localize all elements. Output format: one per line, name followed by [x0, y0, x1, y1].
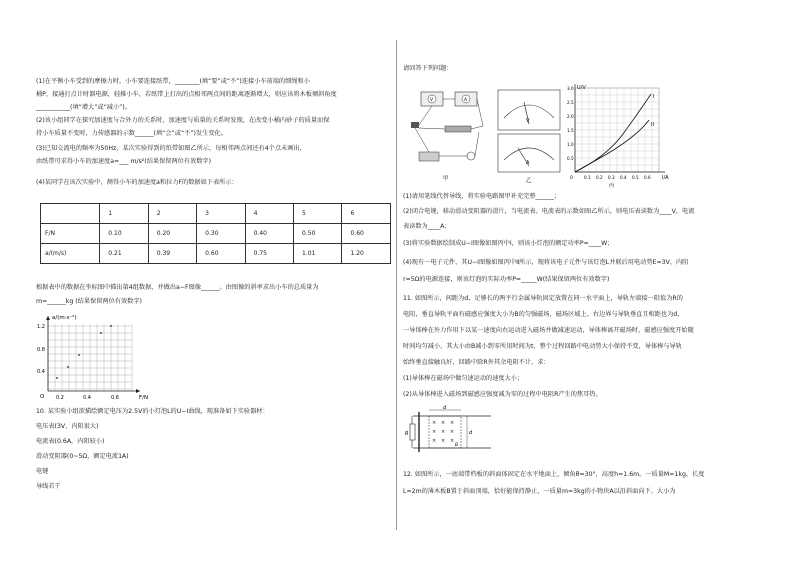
table-cell: 1.01 — [294, 244, 342, 264]
x-tick: 0.2 — [596, 175, 603, 180]
q12-line: L=2m的薄木板B置于斜面顶端，恰好能保持静止，一质量m=3kg的小物块A以沿斜面向下、大小为 — [403, 488, 676, 495]
x-tick: 0.1 — [584, 175, 591, 180]
q10-title: 10. 某实验小组欲描绘额定电压为2.5V的小灯泡L的U−I曲线，现准备如下实验器材： — [36, 408, 269, 415]
column-divider — [396, 40, 397, 530]
q11-line: (1)导体棒在磁场中做匀速运动的速度大小； — [403, 375, 524, 382]
graph-grid — [48, 324, 132, 391]
circuit-q1: (1)请用笔线代替导线，将实验电路图甲补充完整______； — [403, 193, 561, 200]
table-cell: 0.30 — [197, 224, 245, 244]
data-point — [67, 366, 69, 368]
q11-line: 始终垂直接触良好，回路中除R外其余电阻不计，求： — [403, 359, 550, 366]
q9-part1-line2: 桶P，接通打点计时器电源，轻推小车，若纸带上打出的点相邻两点间的距离逐渐增大，则应该将木板倾斜角度 — [36, 91, 337, 98]
field-cross-icons — [432, 420, 454, 444]
table-row — [41, 244, 391, 264]
left-column — [36, 0, 391, 562]
table-cell: 0.20 — [148, 224, 196, 244]
dial-v-label: V — [526, 118, 530, 124]
magnetic-field-figure — [405, 404, 495, 458]
q10-item: 电压表(3V，内阻很大) — [36, 423, 99, 430]
meters-figure — [496, 88, 562, 184]
circuit-q4-line2: r=5Ω的电源连接，则该灯泡的实际功率P=_____W(结果保留两位有效数字) — [403, 276, 610, 283]
dial-a-label: A — [526, 160, 530, 166]
bulb-icon — [467, 152, 475, 160]
table-cell: 0.75 — [245, 244, 293, 264]
table-cell: 2 — [148, 204, 196, 224]
svg-text:×: × — [432, 429, 437, 435]
meter-v-label: V — [430, 98, 434, 103]
field-b-label: B — [455, 443, 459, 448]
table-cell: F/N — [41, 224, 100, 244]
x-tick: 0.4 — [620, 175, 627, 180]
q11-line: 一导体棒在外力作用下以某一速度向右运动进入磁场并做减速运动，导体棒离开磁场时，磁感应强度开始随 — [403, 327, 694, 334]
table-row — [41, 224, 391, 244]
q10-item: 电流表(0.6A，内阻较小) — [36, 438, 105, 445]
circuit-q3: (3)将实验数据绘制成U−I图像如图丙中Ⅰ，则该小灯泡的额定功率P=____W； — [403, 240, 614, 247]
y-tick: 1.5 — [567, 128, 574, 133]
meter-a-label: A — [464, 98, 468, 103]
y-tick: 0.4 — [37, 369, 45, 375]
ammeter-dial — [498, 134, 560, 172]
right-intro: 请回答下列问题： — [403, 65, 453, 72]
q10-item: 滑动变阻器(0~5Ω，额定电流1A) — [36, 453, 129, 460]
y-tick: 3.0 — [567, 86, 574, 91]
y-axis-label: a/(m·s⁻²) — [52, 315, 77, 321]
x-tick: 0.2 — [56, 395, 64, 401]
q9-part3-line2: 由纸带可求得小车的加速度a=___ m/s²(结果保留两位有效数字) — [36, 158, 211, 165]
table-cell: 4 — [245, 204, 293, 224]
table-cell: 6 — [342, 204, 391, 224]
table-cell: 0.50 — [294, 224, 342, 244]
svg-text:×: × — [432, 420, 437, 426]
q12-line: 12. 如图所示，一底端带档板的斜面体固定在水平地面上，倾角θ=30°，高度h=1.6m。一质量M=1kg、长度 — [403, 471, 705, 478]
q11-line: 电阻，垂直导轨平面有磁感应强度大小为B的匀强磁场，磁场区域上、右边界与导轨垂直且相距也为d， — [403, 311, 684, 318]
table-cell: 0.60 — [342, 224, 391, 244]
origin-label: O — [40, 394, 45, 400]
table-cell: 3 — [197, 204, 245, 224]
q9-part3: (3)已知交流电的频率为50Hz，某次实验得到的纸带如图乙所示，每相邻两点间还有4个点未画出， — [36, 145, 306, 152]
after-table-text-2: m=______kg (结果保留两位有效数字) — [36, 298, 142, 305]
y-tick: 2.0 — [567, 114, 574, 119]
q11-line: 11. 如图所示，间距为d、足够长的两平行金属导轨固定放置在同一水平面上，导轨左端接一阻值为R的 — [403, 295, 683, 302]
q10-item: 导线若干 — [36, 483, 61, 490]
y-tick: 2.5 — [567, 100, 574, 105]
table-cell: 1 — [100, 204, 148, 224]
svg-text:×: × — [450, 438, 455, 444]
y-tick: 0.5 — [567, 156, 574, 161]
svg-text:×: × — [450, 420, 455, 426]
data-point — [78, 354, 80, 356]
resistor-icon — [410, 424, 415, 440]
origin-label: 0 — [570, 176, 573, 181]
figure-bing-label: 丙 — [609, 183, 615, 189]
right-column — [403, 0, 763, 562]
table-cell: 0.60 — [197, 244, 245, 264]
x-tick: 0.5 — [632, 175, 639, 180]
switch-icon — [411, 122, 419, 128]
svg-text:×: × — [432, 438, 437, 444]
q9-part2: (2)该小组同学在探究加速度与合外力的关系时，加速度与质量的关系时发现，在改变小桶内砂子的质量而保 — [36, 117, 330, 124]
table-cell: a/(m/s) — [41, 244, 100, 264]
q10-item: 电键 — [36, 468, 49, 475]
x-tick: 0.6 — [644, 175, 651, 180]
svg-text:×: × — [441, 429, 446, 435]
q9-part1-line3: ___________(填“增大”或“减小”)。 — [36, 104, 131, 111]
table-cell: 1.20 — [342, 244, 391, 264]
x-tick: 0.3 — [608, 175, 615, 180]
y-tick: 0.8 — [37, 347, 45, 353]
curve-i-label: I — [653, 94, 655, 100]
y-arrow-icon — [46, 316, 50, 320]
a-f-graph — [36, 312, 166, 402]
height-d-label: d — [469, 430, 473, 436]
circuit-q2-line2: 表读数为____A； — [403, 223, 451, 230]
table-cell: 0.40 — [245, 224, 293, 244]
rheostat-icon — [445, 126, 471, 132]
q9-part1: (1)在平衡小车受到的摩擦力时，小车要连接纸带，________(填“要”或“不”)连接小车前端的细绳和小 — [36, 78, 310, 85]
after-table-text: 根据表中的数据在坐标图中描出第4组数据，并做出a−F图像______。由图像的斜率求出小车的总质量为 — [36, 284, 319, 291]
x-axis-label: I/A — [662, 175, 669, 181]
figure-yi-label: 乙 — [526, 178, 532, 184]
circuit-q4: (4)现有一电子元件，其U−I图像如图丙中Ⅱ所示，现将该电子元件与该灯泡L并联后用电动势E=3V、内阻 — [403, 259, 689, 266]
x-arrow-icon — [136, 389, 140, 393]
table-cell: 0.39 — [148, 244, 196, 264]
x-tick: 0.6 — [111, 395, 119, 401]
y-axis-label: U/V — [577, 85, 586, 91]
data-table — [40, 203, 391, 264]
y-tick: 1.2 — [37, 324, 45, 330]
svg-text:×: × — [441, 420, 446, 426]
battery-icon — [419, 152, 439, 161]
u-i-graph — [567, 84, 677, 190]
q9-part2-line2: 持小车质量不变时，力传感器的示数______(填“会”或“不”)发生变化。 — [36, 130, 227, 137]
data-point — [100, 332, 102, 334]
table-cell: 5 — [294, 204, 342, 224]
data-point — [56, 377, 58, 379]
x-tick: 0.4 — [83, 395, 91, 401]
circuit-q2: (2)闭合电键，移动滑动变阻器的滑片，当电流表、电流表的示数如图乙所示，则电压表读数为____V，电流 — [403, 208, 695, 215]
q9-part4: (4)某同学在该次实验中，测得小车的加速度a和拉力F的数据如下表所示： — [36, 179, 238, 186]
circuit-figure — [409, 86, 491, 186]
y-tick: 1.0 — [567, 142, 574, 147]
width-d-label: d — [443, 405, 447, 411]
x-axis-label: F/N — [139, 395, 149, 401]
data-point — [110, 325, 112, 327]
svg-text:×: × — [441, 438, 446, 444]
svg-text:×: × — [450, 429, 455, 435]
q11-line: (2)从导体棒进入磁场到磁感应强度减为零的过程中电阻R产生的焦耳热。 — [403, 391, 602, 398]
table-cell: 0.21 — [100, 244, 148, 264]
table-cell: 0.10 — [100, 224, 148, 244]
resistor-r-label: R — [405, 431, 409, 437]
curve-ii-label: II — [651, 122, 654, 128]
table-row — [41, 204, 391, 224]
figure-jia-label: 甲 — [443, 176, 449, 182]
q11-line: 时间均匀减小，其大小由B减小到零所用时间为t，整个过程回路中电动势大小保持不变，导体棒与导轨 — [403, 343, 682, 350]
table-cell — [41, 204, 100, 224]
